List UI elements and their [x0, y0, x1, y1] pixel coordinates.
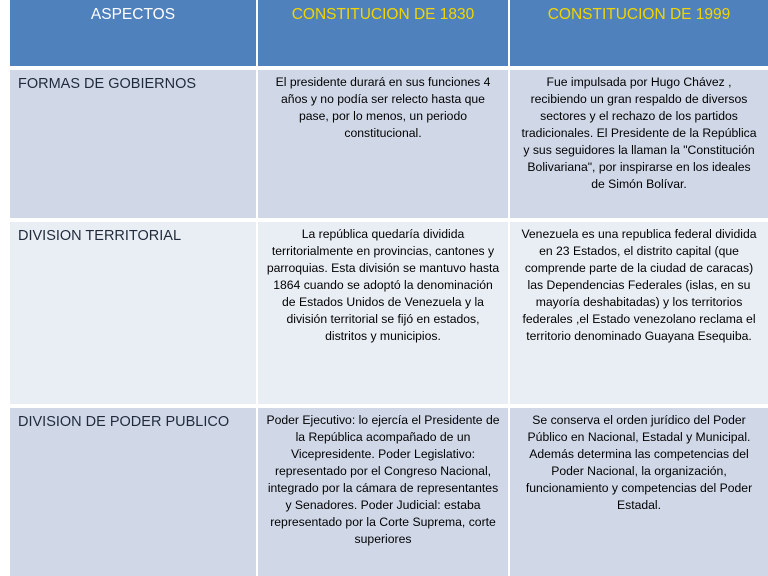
header-1999-label: CONSTITUCION DE 1999 [547, 6, 731, 23]
header-constitucion-1999 [510, 0, 768, 66]
header-aspectos: ASPECTOS [10, 0, 256, 66]
row-1999: Fue impulsada por Hugo Chávez , recibiendo un gran respaldo de diversos sectores y el rechazo de los partidos tradicionales. El Presidente de la República y sus seguidores la llaman la "Constitución Bolivariana", por inspirarse en los ideales de Simón Bolívar. [510, 70, 768, 218]
row-1830: Poder Ejecutivo: lo ejercía el Presidente de la República acompañado de un Vicepresidente. Poder Legislativo: representado por el Congreso Nacional, integrado por la cámara de representantes y Senadores. Poder Judicial: estaba representado por la Corte Suprema, corte superiores [258, 408, 508, 576]
table-row [0, 70, 768, 218]
row-aspecto: FORMAS DE GOBIERNOS [10, 70, 256, 218]
row-aspecto: DIVISION TERRITORIAL [10, 222, 256, 404]
row-1830: El presidente durará en sus funciones 4 años y no podía ser relecto hasta que pase, por lo menos, un periodo constitucional. [258, 70, 508, 218]
row-1999: Se conserva el orden jurídico del Poder Público en Nacional, Estadal y Municipal. Además determina las competencias del Poder Nacional, la organización, funcionamiento y competencias del Poder Estadal. [510, 408, 768, 576]
header-1830-label: CONSTITUCION DE 1830 [291, 6, 475, 23]
table-row [0, 222, 768, 404]
table-row [0, 408, 768, 576]
row-1999: Venezuela es una republica federal dividida en 23 Estados, el distrito capital (que comprende parte de la ciudad de caracas) las Dependencias Federales (islas, en su mayoría deshabitadas) y los territorios federales ,el Estado venezolano reclama el territorio denominado Guayana Esequiba. [510, 222, 768, 404]
row-aspecto: DIVISION DE PODER PUBLICO [10, 408, 256, 576]
header-constitucion-1830 [258, 0, 508, 66]
row-1830: La república quedaría dividida territorialmente en provincias, cantones y parroquias. Esta división se mantuvo hasta 1864 cuando se adoptó la denominación de Estados Unidos de Venezuela y la división territorial se fijó en estados, distritos y municipios. [258, 222, 508, 404]
